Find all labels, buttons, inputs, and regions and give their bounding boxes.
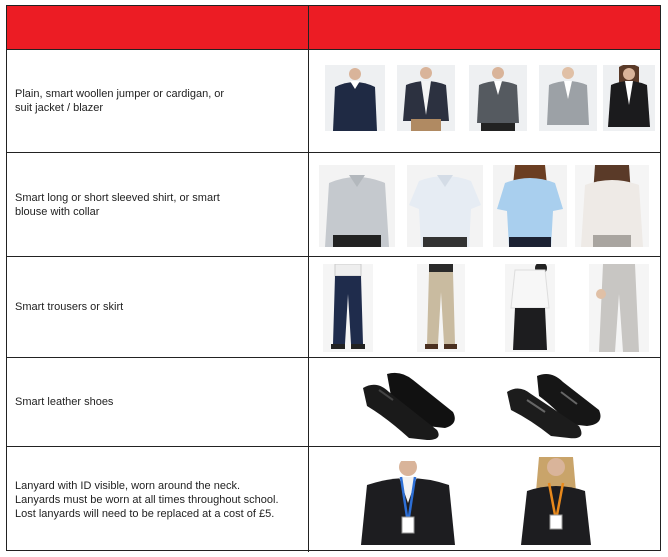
uniform-table bbox=[6, 5, 661, 551]
blue-lanyard-photo bbox=[355, 461, 461, 545]
requirement-cell bbox=[7, 257, 309, 357]
table-header-row bbox=[7, 6, 660, 50]
table-row-shirt bbox=[7, 153, 660, 257]
orange-lanyard-photo bbox=[513, 457, 599, 545]
example-images-cell bbox=[309, 358, 660, 446]
grey-cardigan-photo bbox=[469, 65, 527, 131]
beige-trousers-photo bbox=[417, 264, 465, 352]
white-blouse-photo bbox=[575, 165, 649, 247]
requirement-text: Lanyard with ID visible, worn around the neck. Lanyards must be worn at all times throughout school. Lost lanyards will need to be replaced at a cost of £5. bbox=[15, 479, 279, 520]
black-lace-up-shoes-photo bbox=[357, 366, 461, 442]
requirement-text: Plain, smart woollen jumper or cardigan, or suit jacket / blazer bbox=[15, 88, 225, 114]
requirement-cell bbox=[7, 50, 309, 152]
blue-blouse-photo bbox=[493, 165, 567, 247]
table-row-trousers bbox=[7, 257, 660, 358]
header-cell-requirement bbox=[7, 6, 309, 49]
grey-long-sleeve-shirt-photo bbox=[319, 165, 395, 247]
black-loafers-photo bbox=[501, 366, 605, 442]
table-row-jumper bbox=[7, 50, 660, 153]
navy-trousers-photo bbox=[323, 264, 373, 352]
requirement-cell bbox=[7, 153, 309, 256]
example-images-cell bbox=[309, 257, 660, 357]
table-row-lanyard bbox=[7, 447, 660, 552]
table-row-shoes bbox=[7, 358, 660, 447]
grey-trousers-photo bbox=[589, 264, 649, 352]
navy-jumper-photo bbox=[325, 65, 385, 131]
requirement-cell bbox=[7, 447, 309, 552]
requirement-text: Smart long or short sleeved shirt, or smart blouse with collar bbox=[15, 191, 220, 218]
black-blazer-photo bbox=[603, 65, 655, 131]
requirement-cell bbox=[7, 358, 309, 446]
white-short-sleeve-shirt-photo bbox=[407, 165, 483, 247]
example-images-cell bbox=[309, 447, 660, 552]
light-grey-cardigan-photo bbox=[539, 65, 597, 131]
requirement-text: Smart trousers or skirt bbox=[15, 301, 124, 313]
example-images-cell bbox=[309, 153, 660, 256]
black-skirt-photo bbox=[505, 264, 555, 352]
example-images-cell bbox=[309, 50, 660, 152]
requirement-text: Smart leather shoes bbox=[15, 396, 114, 408]
header-cell-examples bbox=[309, 6, 660, 49]
blazer-photo bbox=[397, 65, 455, 131]
